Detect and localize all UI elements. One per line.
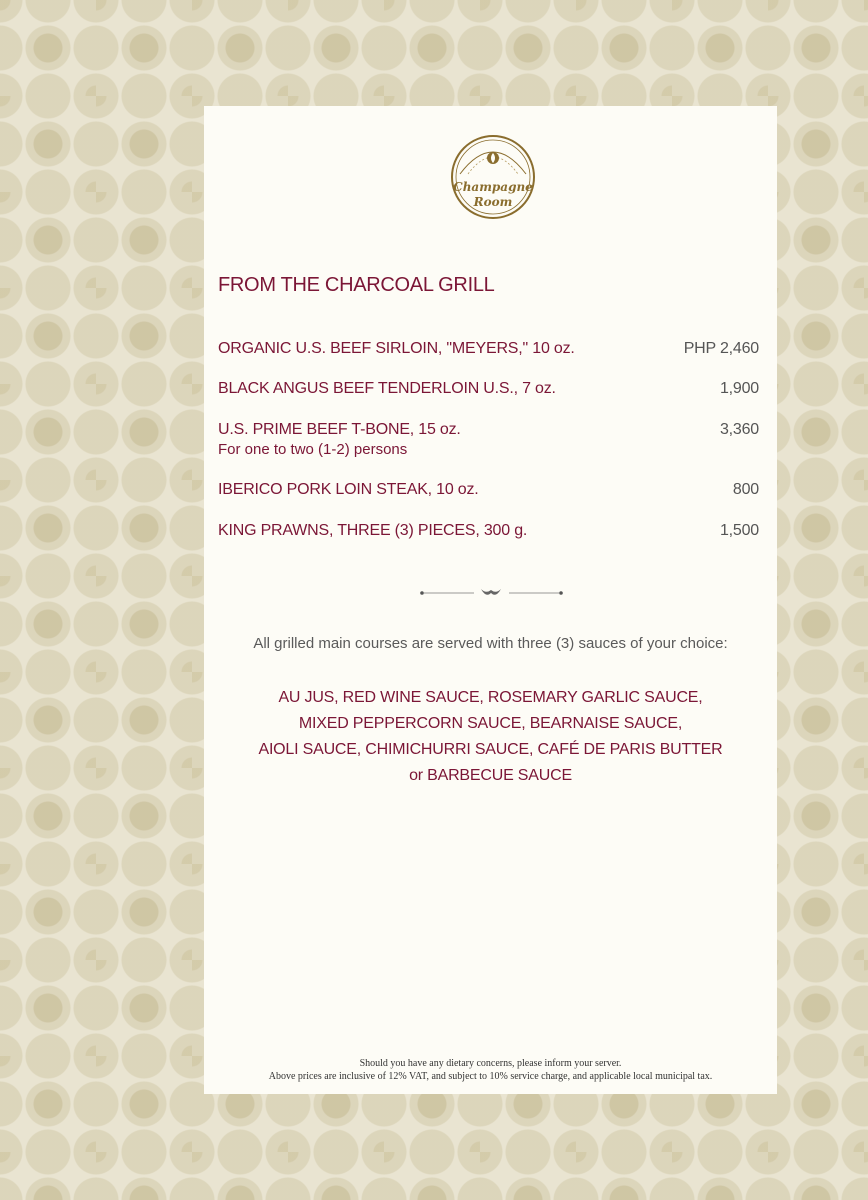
- item-name: IBERICO PORK LOIN STEAK, 10 oz.: [218, 481, 479, 498]
- item-price: 800: [732, 481, 759, 498]
- logo-text-line2: Room: [473, 195, 513, 209]
- section-title: FROM THE CHARCOAL GRILL: [218, 274, 495, 296]
- footer-disclaimer: [204, 1057, 777, 1083]
- sauce-note: All grilled main courses are served with three (3) sauces of your choice:: [253, 635, 728, 652]
- sauce-line: AIOLI SAUCE, CHIMICHURRI SAUCE, CAFÉ DE PARIS BUTTER: [258, 741, 723, 758]
- menu-card: [204, 106, 777, 1094]
- sauce-line: MIXED PEPPERCORN SAUCE, BEARNAISE SAUCE,: [298, 715, 683, 732]
- footer-line-1: Should you have any dietary concerns, please inform your server.: [359, 1058, 622, 1069]
- item-name: ORGANIC U.S. BEEF SIRLOIN, "MEYERS," 10 oz.: [218, 340, 575, 357]
- item-name: BLACK ANGUS BEEF TENDERLOIN U.S., 7 oz.: [218, 380, 556, 397]
- item-name: KING PRAWNS, THREE (3) PIECES, 300 g.: [218, 522, 528, 539]
- item-price: 3,360: [719, 421, 759, 438]
- item-price: 1,500: [719, 522, 759, 539]
- sauce-line: AU JUS, RED WINE SAUCE, ROSEMARY GARLIC SAUCE,: [278, 689, 703, 706]
- champagne-room-logo: [448, 134, 538, 220]
- sauce-list: [204, 685, 777, 789]
- ornamental-divider: [419, 586, 564, 600]
- footer-line-2: Above prices are inclusive of 12% VAT, and subject to 10% service charge, and applicable local municipal tax.: [268, 1071, 713, 1082]
- item-name: U.S. PRIME BEEF T-BONE, 15 oz.: [218, 421, 461, 438]
- item-subtitle: For one to two (1-2) persons: [218, 441, 408, 458]
- sauce-line: or BARBECUE SAUCE: [409, 767, 572, 784]
- item-price: PHP 2,460: [683, 340, 759, 357]
- item-price: 1,900: [719, 380, 759, 397]
- logo-text-line1: Champagne: [453, 180, 533, 194]
